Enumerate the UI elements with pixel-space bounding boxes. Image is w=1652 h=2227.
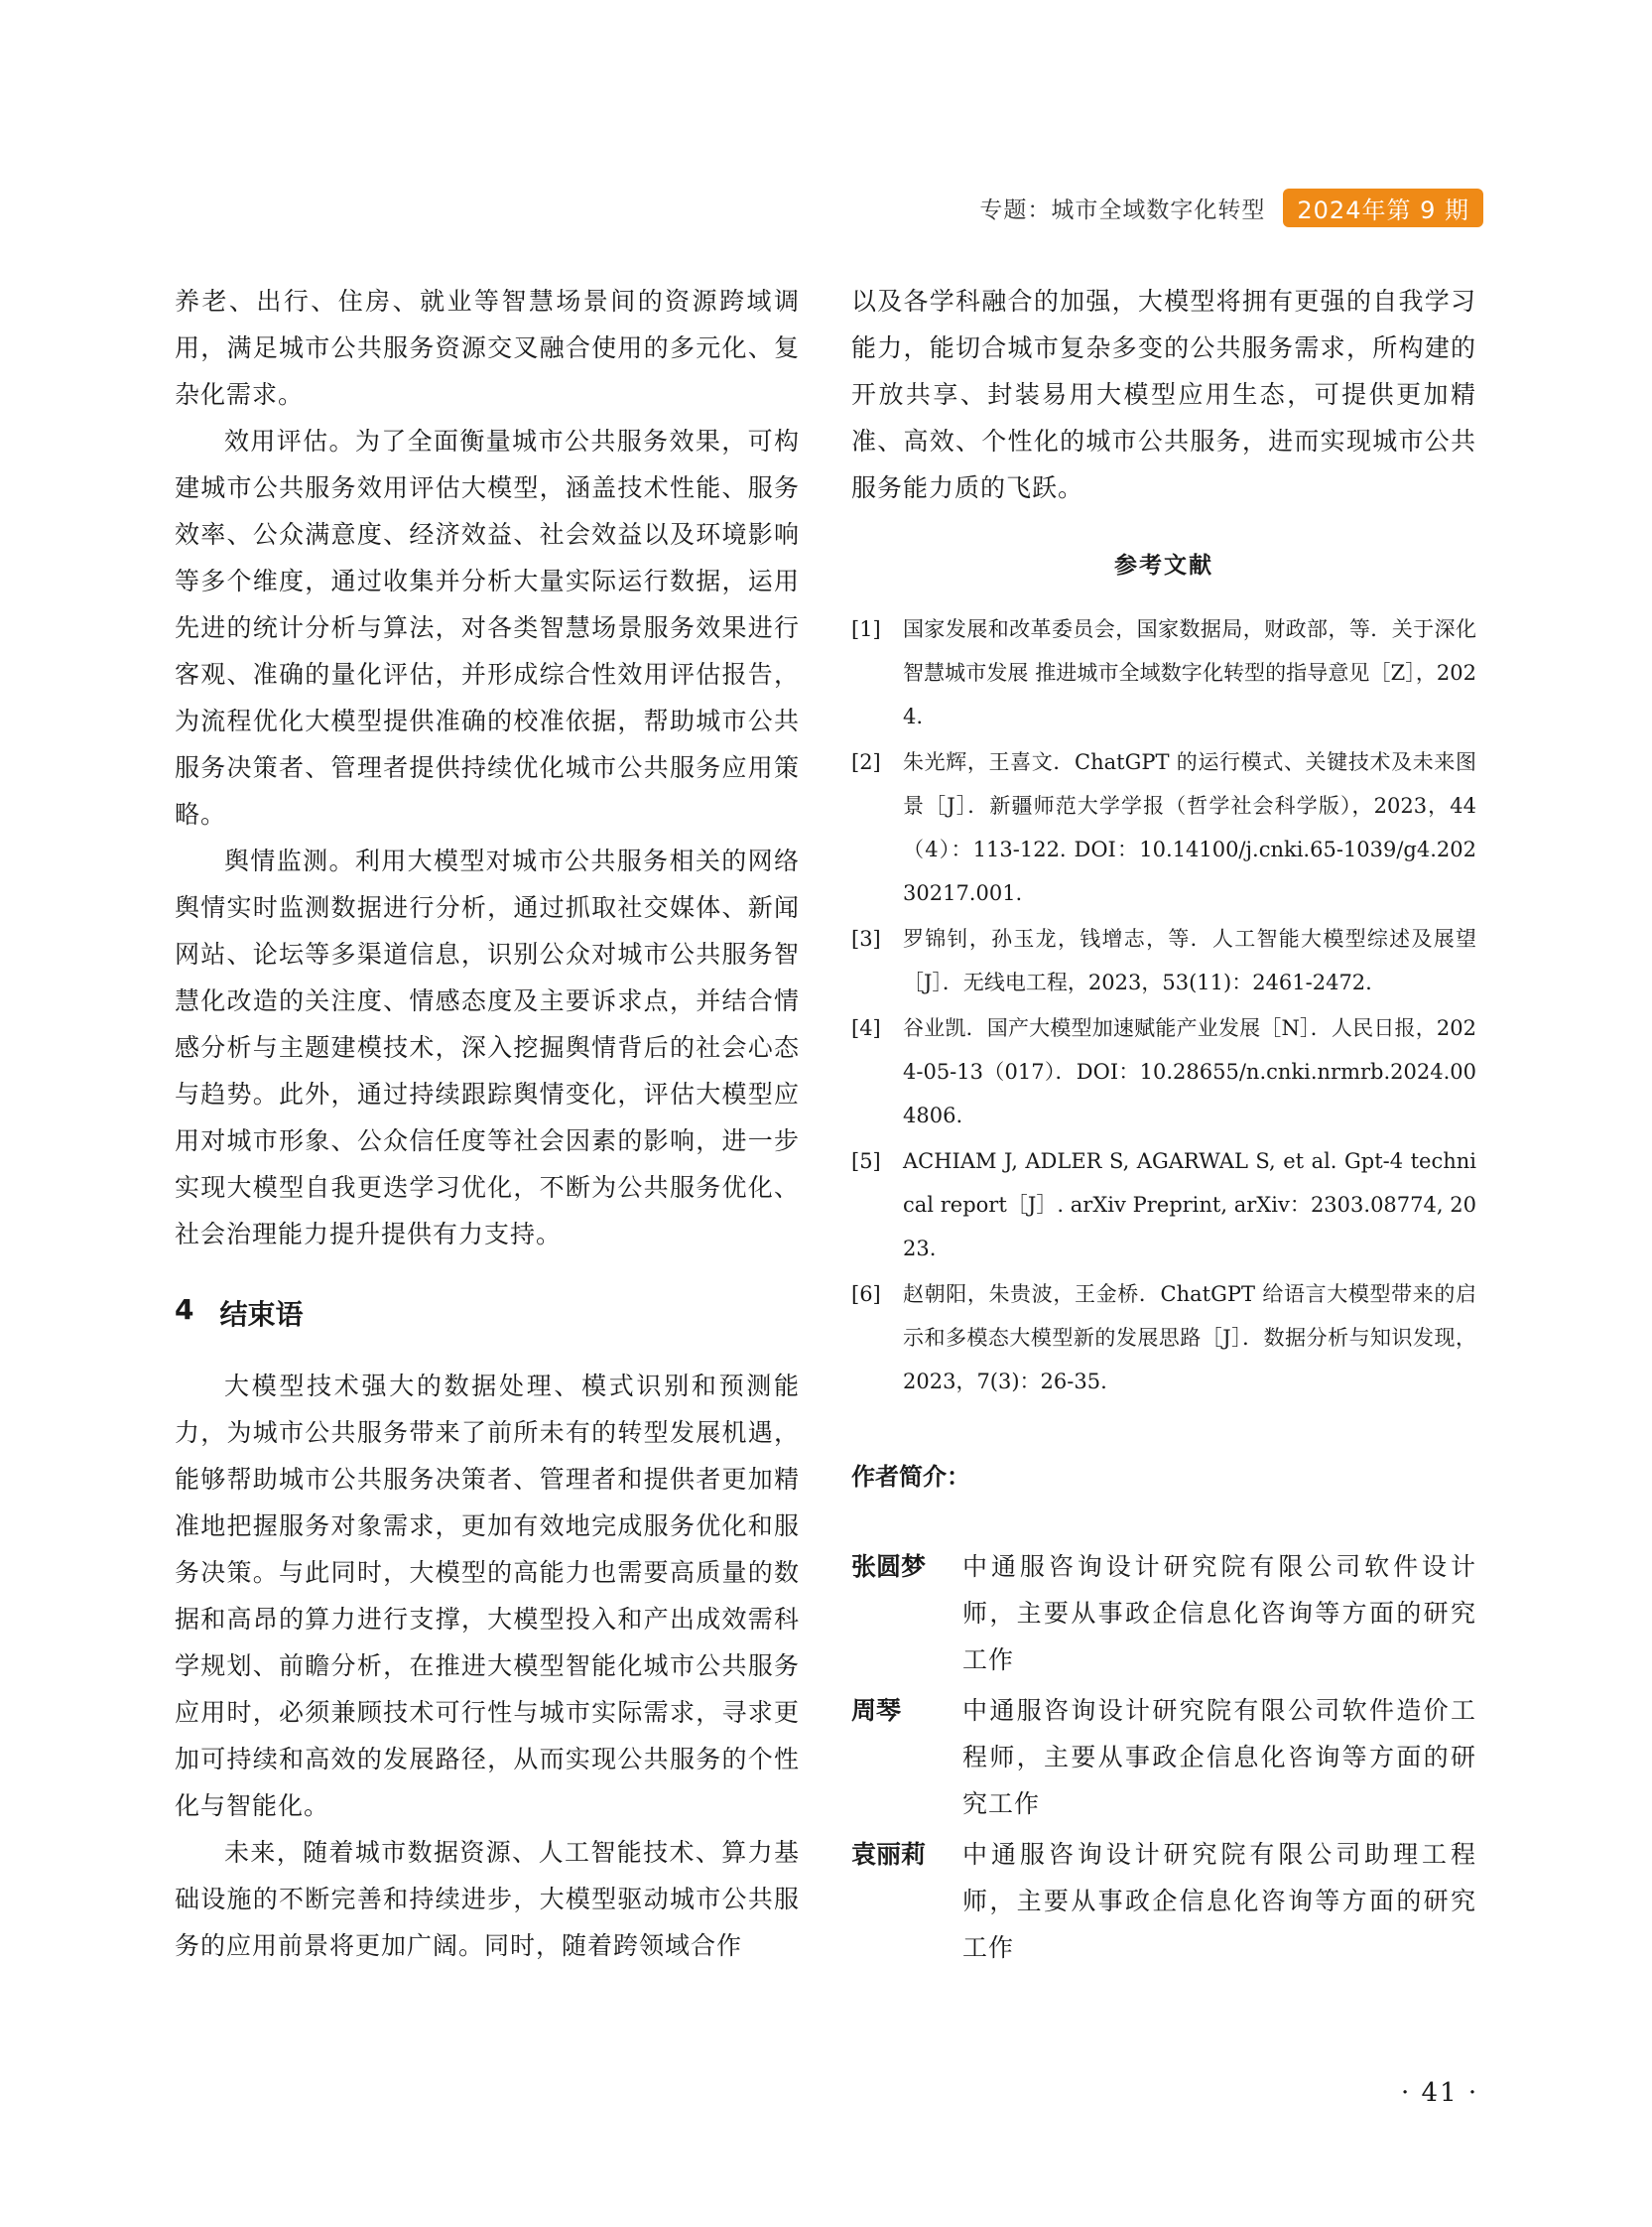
- paragraph: 以及各学科融合的加强，大模型将拥有更强的自我学习能力，能切合城市复杂多变的公共服务需求，所构建的开放共享、封装易用大模型应用生态，可提供更加精准、高效、个性化的城市公共服务，进而实现城市公共服务能力质的飞跃。: [851, 287, 1476, 502]
- left-column: [175, 278, 800, 1969]
- authors-list: [851, 1543, 1476, 1971]
- references-title: 参考文献: [1114, 553, 1213, 579]
- author-entry: [851, 1543, 1476, 1683]
- paragraph: 养老、出行、住房、就业等智慧场景间的资源跨域调用，满足城市公共服务资源交叉融合使用的多元化、复杂化需求。: [175, 287, 800, 409]
- paragraph: 大模型技术强大的数据处理、模式识别和预测能力，为城市公共服务带来了前所未有的转型发展机遇，能够帮助城市公共服务决策者、管理者和提供者更加精准地把握服务对象需求，更加有效地完成服务优化和服务决策。与此同时，大模型的高能力也需要高质量的数据和高昂的算力进行支撑，大模型投入和产出成效需科学规划、前瞻分析，在推进大模型智能化城市公共服务应用时，必须兼顾技术可行性与城市实际需求，寻求更加可持续和高效的发展路径，从而实现公共服务的个性化与智能化。: [175, 1372, 800, 1820]
- running-header: [979, 189, 1483, 227]
- reference-text: ACHIAM J, ADLER S, AGARWAL S, et al. Gpt-4 technical report［J］. arXiv Preprint, arXiv：2303.08774, 2023.: [903, 1149, 1476, 1260]
- reference-number: [6]: [851, 1282, 881, 1306]
- section-heading: [175, 1293, 800, 1333]
- reference-item: [851, 1272, 1476, 1403]
- reference-item: [851, 917, 1476, 1004]
- reference-number: [2]: [851, 750, 881, 774]
- author-bio: 中通服咨询设计研究院有限公司软件设计师，主要从事政企信息化咨询等方面的研究工作: [962, 1552, 1476, 1674]
- reference-text: 国家发展和改革委员会，国家数据局，财政部，等．关于深化智慧城市发展 推进城市全域数字化转型的指导意见［Z］，2024.: [903, 617, 1476, 728]
- paragraph: 未来，随着城市数据资源、人工智能技术、算力基础设施的不断完善和持续进步，大模型驱动城市公共服务的应用前景将更加广阔。同时，随着跨领域合作: [175, 1838, 800, 1960]
- reference-number: [3]: [851, 927, 881, 951]
- paragraph: 效用评估。为了全面衡量城市公共服务效果，可构建城市公共服务效用评估大模型，涵盖技术性能、服务效率、公众满意度、经济效益、社会效益以及环境影响等多个维度，通过收集并分析大量实际运行数据，运用先进的统计分析与算法，对各类智慧场景服务效果进行客观、准确的量化评估，并形成综合性效用评估报告，为流程优化大模型提供准确的校准依据，帮助城市公共服务决策者、管理者提供持续优化城市公共服务应用策略。: [175, 427, 800, 829]
- reference-number: [5]: [851, 1149, 881, 1173]
- reference-item: [851, 1139, 1476, 1270]
- issue-badge: 2024年第 9 期: [1283, 189, 1483, 227]
- author-name: 周琴: [851, 1696, 902, 1725]
- section-title: 结束语: [219, 1298, 304, 1331]
- author-entry: [851, 1687, 1476, 1827]
- author-entry: [851, 1831, 1476, 1971]
- author-bio: 中通服咨询设计研究院有限公司助理工程师，主要从事政企信息化咨询等方面的研究工作: [962, 1840, 1476, 1962]
- reference-item: [851, 1006, 1476, 1137]
- page-number: · 41 ·: [1401, 2078, 1479, 2108]
- references-list: [851, 607, 1476, 1403]
- author-name: 张圆梦: [851, 1552, 927, 1581]
- reference-text: 赵朝阳，朱贵波，王金桥．ChatGPT 给语言大模型带来的启示和多模态大模型新的发展思路［J］．数据分析与知识发现，2023，7(3)：26-35.: [903, 1282, 1476, 1393]
- right-column: [851, 278, 1476, 1975]
- reference-number: [4]: [851, 1016, 881, 1040]
- authors-title: 作者简介：: [851, 1463, 970, 1491]
- header-topic: 专题：城市全域数字化转型: [979, 197, 1266, 223]
- section-number: 4: [175, 1293, 194, 1326]
- author-name: 袁丽莉: [851, 1840, 927, 1869]
- paragraph: 舆情监测。利用大模型对城市公共服务相关的网络舆情实时监测数据进行分析，通过抓取社交媒体、新闻网站、论坛等多渠道信息，识别公众对城市公共服务智慧化改造的关注度、情感态度及主要诉求点，并结合情感分析与主题建模技术，深入挖掘舆情背后的社会心态与趋势。此外，通过持续跟踪舆情变化，评估大模型应用对城市形象、公众信任度等社会因素的影响，进一步实现大模型自我更迭学习优化，不断为公共服务优化、社会治理能力提升提供有力支持。: [175, 847, 800, 1248]
- reference-text: 谷业凯．国产大模型加速赋能产业发展［N］．人民日报，2024-05-13（017）．DOI：10.28655/n.cnki.nrmrb.2024.004806.: [903, 1016, 1476, 1127]
- reference-item: [851, 607, 1476, 738]
- reference-text: 朱光辉，王喜文．ChatGPT 的运行模式、关键技术及未来图景［J］．新疆师范大学学报（哲学社会科学版），2023，44（4）：113-122. DOI：10.14100/j.cnki.65-1039/g4.20230217.001.: [903, 750, 1476, 905]
- reference-text: 罗锦钊，孙玉龙，钱增志，等．人工智能大模型综述及展望［J］．无线电工程，2023，53(11)：2461-2472.: [903, 927, 1476, 994]
- reference-number: [1]: [851, 617, 881, 641]
- reference-item: [851, 740, 1476, 915]
- author-bio: 中通服咨询设计研究院有限公司软件造价工程师，主要从事政企信息化咨询等方面的研究工作: [962, 1696, 1476, 1818]
